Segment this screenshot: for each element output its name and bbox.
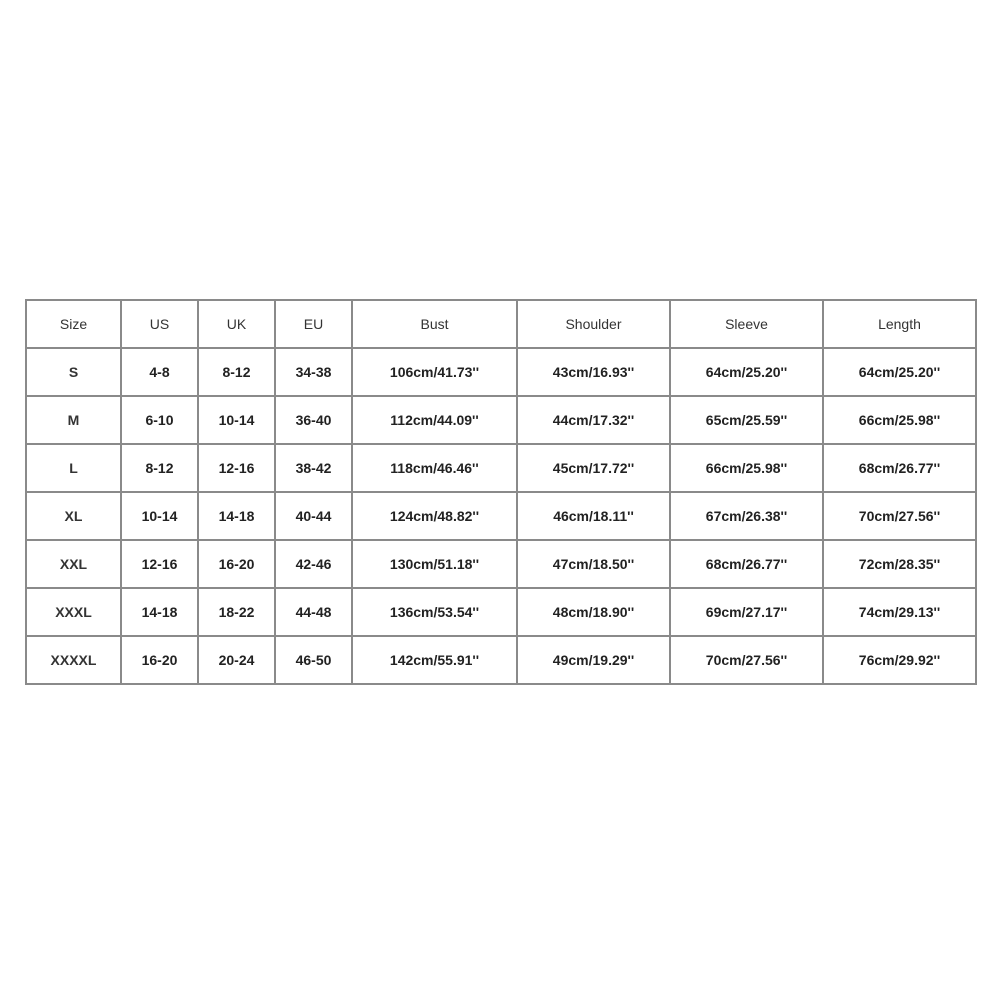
- eu-cell: 34-38: [275, 348, 352, 396]
- table-row: [26, 396, 976, 444]
- uk-cell: 20-24: [198, 636, 275, 684]
- table-row: [26, 348, 976, 396]
- size-cell: M: [26, 396, 121, 444]
- size-cell: XXXL: [26, 588, 121, 636]
- table-header-row: [26, 300, 976, 348]
- sleeve-cell: 66cm/25.98'': [670, 444, 823, 492]
- column-header-us: US: [121, 300, 198, 348]
- uk-cell: 16-20: [198, 540, 275, 588]
- us-cell: 10-14: [121, 492, 198, 540]
- bust-cell: 112cm/44.09'': [352, 396, 517, 444]
- length-cell: 76cm/29.92'': [823, 636, 976, 684]
- column-header-sleeve: Sleeve: [670, 300, 823, 348]
- uk-cell: 14-18: [198, 492, 275, 540]
- us-cell: 4-8: [121, 348, 198, 396]
- us-cell: 6-10: [121, 396, 198, 444]
- sleeve-cell: 68cm/26.77'': [670, 540, 823, 588]
- shoulder-cell: 44cm/17.32'': [517, 396, 670, 444]
- us-cell: 16-20: [121, 636, 198, 684]
- shoulder-cell: 45cm/17.72'': [517, 444, 670, 492]
- uk-cell: 10-14: [198, 396, 275, 444]
- shoulder-cell: 43cm/16.93'': [517, 348, 670, 396]
- eu-cell: 42-46: [275, 540, 352, 588]
- length-cell: 68cm/26.77'': [823, 444, 976, 492]
- size-cell: XL: [26, 492, 121, 540]
- length-cell: 74cm/29.13'': [823, 588, 976, 636]
- shoulder-cell: 49cm/19.29'': [517, 636, 670, 684]
- size-cell: S: [26, 348, 121, 396]
- us-cell: 14-18: [121, 588, 198, 636]
- table-row: [26, 588, 976, 636]
- length-cell: 70cm/27.56'': [823, 492, 976, 540]
- column-header-bust: Bust: [352, 300, 517, 348]
- sleeve-cell: 64cm/25.20'': [670, 348, 823, 396]
- eu-cell: 46-50: [275, 636, 352, 684]
- bust-cell: 124cm/48.82'': [352, 492, 517, 540]
- column-header-length: Length: [823, 300, 976, 348]
- size-cell: L: [26, 444, 121, 492]
- size-cell: XXL: [26, 540, 121, 588]
- sleeve-cell: 67cm/26.38'': [670, 492, 823, 540]
- column-header-shoulder: Shoulder: [517, 300, 670, 348]
- uk-cell: 12-16: [198, 444, 275, 492]
- eu-cell: 36-40: [275, 396, 352, 444]
- size-cell: XXXXL: [26, 636, 121, 684]
- table-row: [26, 636, 976, 684]
- length-cell: 64cm/25.20'': [823, 348, 976, 396]
- bust-cell: 106cm/41.73'': [352, 348, 517, 396]
- shoulder-cell: 48cm/18.90'': [517, 588, 670, 636]
- shoulder-cell: 46cm/18.11'': [517, 492, 670, 540]
- uk-cell: 18-22: [198, 588, 275, 636]
- sleeve-cell: 65cm/25.59'': [670, 396, 823, 444]
- length-cell: 66cm/25.98'': [823, 396, 976, 444]
- bust-cell: 136cm/53.54'': [352, 588, 517, 636]
- sleeve-cell: 70cm/27.56'': [670, 636, 823, 684]
- bust-cell: 130cm/51.18'': [352, 540, 517, 588]
- bust-cell: 118cm/46.46'': [352, 444, 517, 492]
- eu-cell: 40-44: [275, 492, 352, 540]
- table-row: [26, 444, 976, 492]
- sleeve-cell: 69cm/27.17'': [670, 588, 823, 636]
- column-header-eu: EU: [275, 300, 352, 348]
- us-cell: 8-12: [121, 444, 198, 492]
- table-row: [26, 492, 976, 540]
- eu-cell: 38-42: [275, 444, 352, 492]
- us-cell: 12-16: [121, 540, 198, 588]
- shoulder-cell: 47cm/18.50'': [517, 540, 670, 588]
- length-cell: 72cm/28.35'': [823, 540, 976, 588]
- size-chart-table: [25, 299, 977, 685]
- bust-cell: 142cm/55.91'': [352, 636, 517, 684]
- eu-cell: 44-48: [275, 588, 352, 636]
- column-header-uk: UK: [198, 300, 275, 348]
- uk-cell: 8-12: [198, 348, 275, 396]
- table-row: [26, 540, 976, 588]
- column-header-size: Size: [26, 300, 121, 348]
